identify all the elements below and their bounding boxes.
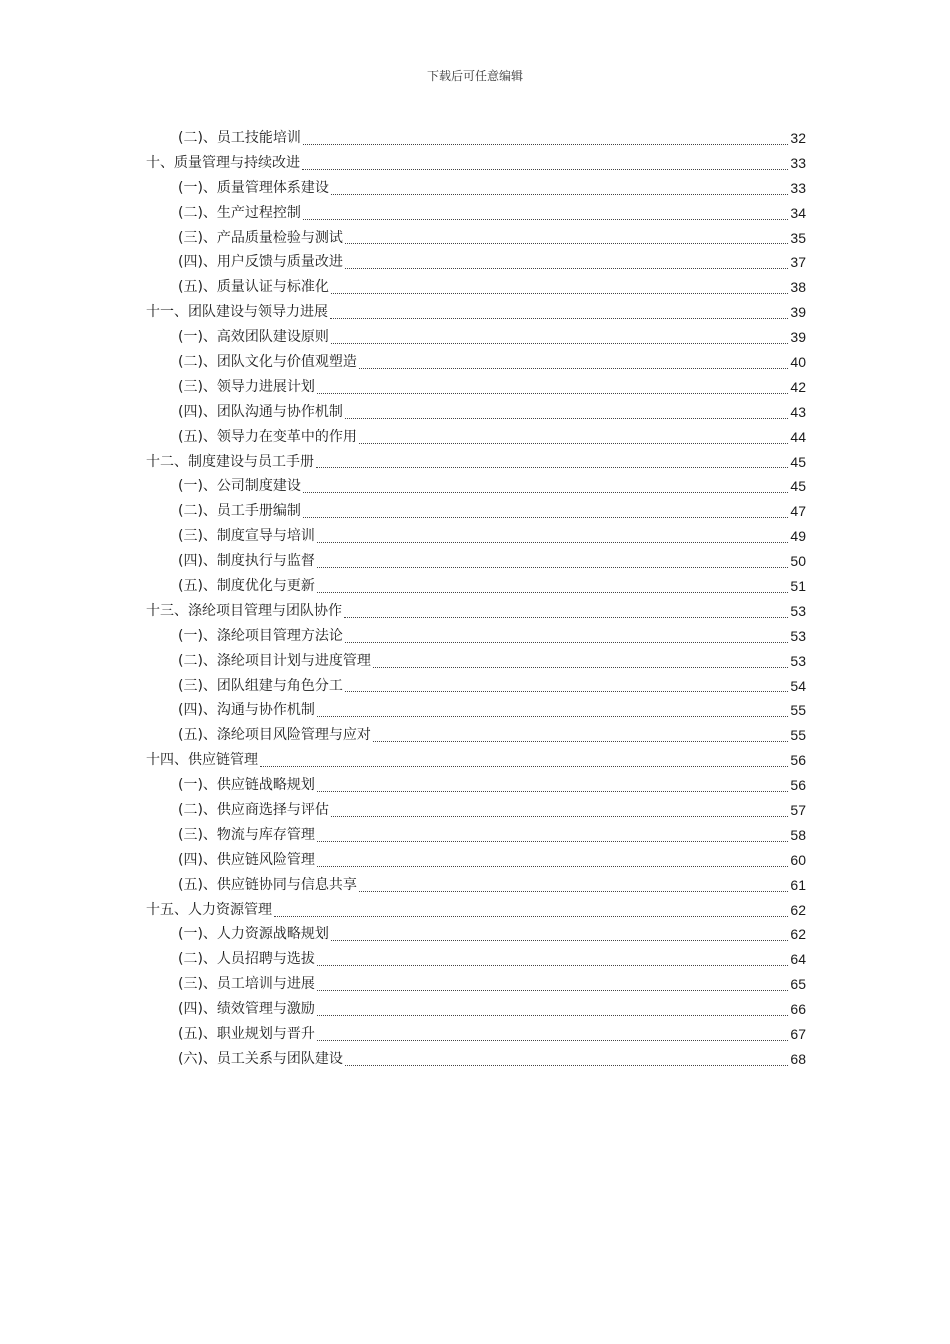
toc-page-number: 68 bbox=[790, 1050, 806, 1067]
toc-entry-title: (三)、团队组建与角色分工 bbox=[178, 677, 343, 694]
toc-chapter-entry[interactable] bbox=[146, 450, 806, 475]
toc-entry-title: (六)、员工关系与团队建设 bbox=[178, 1050, 343, 1067]
toc-page-number: 38 bbox=[790, 279, 806, 296]
toc-section-entry[interactable] bbox=[146, 400, 806, 425]
toc-section-entry[interactable] bbox=[146, 723, 806, 748]
toc-dot-leader bbox=[317, 549, 788, 574]
toc-entry-title: (二)、供应商选择与评估 bbox=[178, 802, 329, 819]
toc-page-number: 65 bbox=[790, 976, 806, 993]
toc-entry-title: (五)、供应链协同与信息共享 bbox=[178, 876, 357, 893]
toc-page-number: 56 bbox=[790, 777, 806, 794]
toc-chapter-entry[interactable] bbox=[146, 599, 806, 624]
toc-dot-leader bbox=[331, 798, 788, 823]
toc-section-entry[interactable] bbox=[146, 823, 806, 848]
toc-dot-leader bbox=[302, 151, 788, 176]
toc-entry-title: 十二、制度建设与员工手册 bbox=[146, 453, 314, 470]
toc-section-entry[interactable] bbox=[146, 649, 806, 674]
toc-dot-leader bbox=[317, 947, 788, 972]
toc-section-entry[interactable] bbox=[146, 698, 806, 723]
toc-dot-leader bbox=[373, 723, 788, 748]
toc-entry-title: (二)、团队文化与价值观塑造 bbox=[178, 354, 357, 370]
toc-section-entry[interactable] bbox=[146, 325, 806, 350]
toc-entry-title: (五)、质量认证与标准化 bbox=[178, 279, 329, 296]
toc-page-number: 33 bbox=[790, 179, 806, 196]
toc-page-number: 67 bbox=[790, 1026, 806, 1043]
toc-page-number: 53 bbox=[790, 627, 806, 644]
toc-section-entry[interactable] bbox=[146, 201, 806, 226]
toc-section-entry[interactable] bbox=[146, 674, 806, 699]
toc-dot-leader bbox=[303, 474, 788, 499]
toc-dot-leader bbox=[317, 1022, 788, 1047]
toc-page-number: 58 bbox=[790, 826, 806, 843]
toc-entry-title: 十五、人力资源管理 bbox=[146, 901, 272, 918]
toc-entry-title: (五)、职业规划与晋升 bbox=[178, 1026, 315, 1043]
toc-entry-title: 十一、团队建设与领导力进展 bbox=[146, 304, 328, 321]
toc-dot-leader bbox=[303, 126, 788, 151]
toc-page-number: 62 bbox=[790, 926, 806, 943]
toc-section-entry[interactable] bbox=[146, 126, 806, 151]
page-header: 下载后可任意编辑 bbox=[426, 69, 523, 83]
toc-page-number: 45 bbox=[790, 453, 806, 470]
toc-entry-title: (三)、员工培训与进展 bbox=[178, 976, 315, 993]
toc-dot-leader bbox=[359, 873, 788, 898]
toc-page-number: 54 bbox=[790, 677, 806, 694]
toc-page-number: 60 bbox=[790, 851, 806, 868]
toc-section-entry[interactable] bbox=[146, 250, 806, 275]
toc-entry-title: (一)、供应链战略规划 bbox=[178, 777, 315, 794]
toc-page-number: 32 bbox=[790, 129, 806, 146]
toc-section-entry[interactable] bbox=[146, 350, 806, 375]
toc-entry-title: (一)、涤纶项目管理方法论 bbox=[178, 627, 343, 644]
toc-section-entry[interactable] bbox=[146, 499, 806, 524]
toc-entry-title: (一)、高效团队建设原则 bbox=[178, 329, 329, 346]
toc-section-entry[interactable] bbox=[146, 972, 806, 997]
toc-dot-leader bbox=[345, 226, 788, 251]
toc-dot-leader bbox=[317, 997, 788, 1022]
toc-dot-leader bbox=[345, 250, 788, 275]
toc-entry-title: (二)、生产过程控制 bbox=[178, 204, 301, 221]
toc-section-entry[interactable] bbox=[146, 997, 806, 1022]
toc-dot-leader bbox=[316, 450, 788, 475]
toc-dot-leader bbox=[359, 425, 788, 450]
toc-dot-leader bbox=[373, 649, 788, 674]
toc-entry-title: (一)、公司制度建设 bbox=[178, 478, 301, 495]
toc-entry-title: (四)、制度执行与监督 bbox=[178, 553, 315, 570]
toc-page-number: 53 bbox=[790, 652, 806, 669]
toc-entry-title: (一)、质量管理体系建设 bbox=[178, 179, 329, 196]
toc-entry-title: (四)、供应链风险管理 bbox=[178, 851, 315, 868]
toc-dot-leader bbox=[303, 201, 788, 226]
toc-dot-leader bbox=[317, 773, 788, 798]
toc-entry-title: (三)、领导力进展计划 bbox=[178, 378, 315, 395]
toc-section-entry[interactable] bbox=[146, 425, 806, 450]
toc-section-entry[interactable] bbox=[146, 549, 806, 574]
toc-page-number: 50 bbox=[790, 553, 806, 570]
toc-dot-leader bbox=[330, 300, 788, 325]
toc-section-entry[interactable] bbox=[146, 1022, 806, 1047]
toc-entry-title: (五)、涤纶项目风险管理与应对 bbox=[178, 727, 371, 744]
toc-dot-leader bbox=[331, 275, 788, 300]
toc-chapter-entry[interactable] bbox=[146, 151, 806, 176]
toc-page-number: 55 bbox=[790, 727, 806, 744]
toc-page-number: 49 bbox=[790, 528, 806, 545]
toc-dot-leader bbox=[345, 624, 788, 649]
toc-chapter-entry[interactable] bbox=[146, 898, 806, 923]
toc-section-entry[interactable] bbox=[146, 773, 806, 798]
toc-entry-title: (五)、制度优化与更新 bbox=[178, 578, 315, 595]
table-of-contents bbox=[146, 126, 806, 1072]
toc-entry-title: (三)、物流与库存管理 bbox=[178, 826, 315, 843]
toc-dot-leader bbox=[359, 350, 788, 375]
toc-section-entry[interactable] bbox=[146, 474, 806, 499]
toc-dot-leader bbox=[303, 499, 788, 524]
toc-page-number: 39 bbox=[790, 329, 806, 346]
toc-entry-title: (一)、人力资源战略规划 bbox=[178, 926, 329, 943]
toc-page-number: 55 bbox=[790, 702, 806, 719]
toc-entry-title: (二)、员工技能培训 bbox=[178, 129, 301, 146]
toc-dot-leader bbox=[317, 698, 788, 723]
toc-dot-leader bbox=[317, 574, 788, 599]
toc-dot-leader bbox=[260, 748, 788, 773]
toc-dot-leader bbox=[345, 674, 788, 699]
toc-entry-title: (二)、涤纶项目计划与进度管理 bbox=[178, 652, 371, 669]
toc-chapter-entry[interactable] bbox=[146, 748, 806, 773]
toc-chapter-entry[interactable] bbox=[146, 300, 806, 325]
toc-section-entry[interactable] bbox=[146, 624, 806, 649]
toc-entry-title: (四)、沟通与协作机制 bbox=[178, 702, 315, 719]
toc-page-number: 61 bbox=[790, 876, 806, 893]
toc-section-entry[interactable] bbox=[146, 848, 806, 873]
toc-page-number: 53 bbox=[790, 602, 806, 619]
toc-dot-leader bbox=[345, 400, 788, 425]
toc-section-entry[interactable] bbox=[146, 176, 806, 201]
toc-dot-leader bbox=[317, 823, 788, 848]
toc-entry-title: 十三、涤纶项目管理与团队协作 bbox=[146, 602, 342, 619]
toc-page-number: 66 bbox=[790, 1001, 806, 1018]
toc-dot-leader bbox=[317, 524, 788, 549]
toc-section-entry[interactable] bbox=[146, 873, 806, 898]
toc-page-number: 39 bbox=[790, 304, 806, 321]
toc-page-number: 51 bbox=[790, 578, 806, 595]
toc-page-number: 40 bbox=[790, 354, 806, 370]
toc-page-number: 42 bbox=[790, 378, 806, 395]
toc-dot-leader bbox=[331, 325, 788, 350]
toc-section-entry[interactable] bbox=[146, 524, 806, 549]
toc-entry-title: (四)、团队沟通与协作机制 bbox=[178, 403, 343, 420]
toc-dot-leader bbox=[331, 923, 788, 948]
toc-section-entry[interactable] bbox=[146, 574, 806, 599]
toc-dot-leader bbox=[317, 375, 788, 400]
toc-page-number: 57 bbox=[790, 802, 806, 819]
toc-page-number: 44 bbox=[790, 428, 806, 445]
toc-page-number: 47 bbox=[790, 503, 806, 520]
toc-dot-leader bbox=[331, 176, 788, 201]
toc-page-number: 43 bbox=[790, 403, 806, 420]
toc-section-entry[interactable] bbox=[146, 275, 806, 300]
toc-page-number: 35 bbox=[790, 229, 806, 246]
toc-entry-title: (二)、员工手册编制 bbox=[178, 503, 301, 520]
toc-section-entry[interactable] bbox=[146, 375, 806, 400]
toc-entry-title: (四)、绩效管理与激励 bbox=[178, 1001, 315, 1018]
toc-dot-leader bbox=[274, 898, 788, 923]
toc-entry-title: 十、质量管理与持续改进 bbox=[146, 154, 300, 171]
toc-page-number: 34 bbox=[790, 204, 806, 221]
toc-dot-leader bbox=[317, 972, 788, 997]
toc-dot-leader bbox=[317, 848, 788, 873]
toc-section-entry[interactable] bbox=[146, 1047, 806, 1072]
toc-entry-title: (三)、产品质量检验与测试 bbox=[178, 229, 343, 246]
toc-dot-leader bbox=[345, 1047, 788, 1072]
toc-entry-title: (四)、用户反馈与质量改进 bbox=[178, 254, 343, 271]
toc-section-entry[interactable] bbox=[146, 947, 806, 972]
toc-page-number: 56 bbox=[790, 752, 806, 769]
toc-entry-title: 十四、供应链管理 bbox=[146, 752, 258, 769]
toc-entry-title: (三)、制度宣导与培训 bbox=[178, 528, 315, 545]
toc-entry-title: (二)、人员招聘与选拔 bbox=[178, 951, 315, 968]
toc-entry-title: (五)、领导力在变革中的作用 bbox=[178, 428, 357, 445]
toc-page-number: 33 bbox=[790, 154, 806, 171]
toc-page-number: 45 bbox=[790, 478, 806, 495]
toc-page-number: 64 bbox=[790, 951, 806, 968]
toc-page-number: 37 bbox=[790, 254, 806, 271]
toc-section-entry[interactable] bbox=[146, 923, 806, 948]
toc-page-number: 62 bbox=[790, 901, 806, 918]
toc-section-entry[interactable] bbox=[146, 226, 806, 251]
toc-section-entry[interactable] bbox=[146, 798, 806, 823]
toc-dot-leader bbox=[344, 599, 788, 624]
